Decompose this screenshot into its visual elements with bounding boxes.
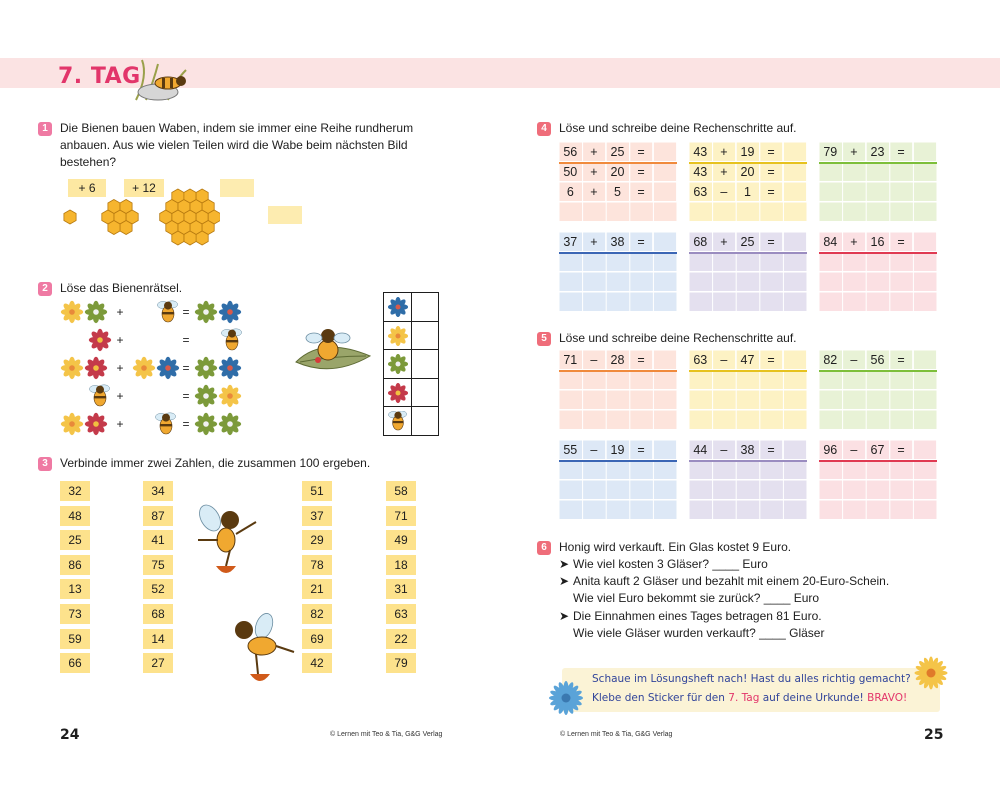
calc-cell: 38 — [736, 440, 760, 460]
calc-cell: 20 — [606, 162, 630, 182]
calc-block — [689, 440, 807, 519]
calc-cell: + — [713, 232, 737, 252]
yellow-flower-icon — [133, 357, 155, 379]
red-flower-icon — [85, 413, 107, 435]
answer-cell[interactable] — [653, 142, 677, 162]
task6-q3b-text: Wie viele Gläser wurden verkauft? ____ Gläser — [573, 626, 825, 640]
answer-cell[interactable] — [653, 232, 677, 252]
answer-cell[interactable] — [913, 232, 937, 252]
green-flower-icon — [195, 385, 217, 407]
calc-row — [819, 142, 937, 162]
calc-cell: + — [713, 162, 737, 182]
calc-row — [689, 182, 807, 202]
number-cell[interactable]: 63 — [386, 604, 416, 624]
calc-underline — [819, 460, 937, 462]
calc-block — [819, 142, 937, 221]
calc-cell: 5 — [606, 182, 630, 202]
task6-question2b — [573, 590, 819, 607]
calc-cell: 68 — [689, 232, 713, 252]
calc-underline — [819, 370, 937, 372]
calc-cell: 1 — [736, 182, 760, 202]
task1-line1: Die Bienen bauen Waben, indem sie immer eine Reihe rundherum — [60, 121, 414, 135]
answer-cell[interactable] — [653, 182, 677, 202]
number-cell[interactable]: 18 — [386, 555, 416, 575]
task6-q1-text: Wie viel kosten 3 Gläser? ____ Euro — [573, 557, 768, 571]
calc-row — [559, 182, 677, 202]
calc-cell: – — [713, 182, 737, 202]
number-cell[interactable]: 69 — [302, 629, 332, 649]
calc-cell: = — [760, 232, 784, 252]
number-cell[interactable]: 34 — [143, 481, 173, 501]
calc-cell: 47 — [736, 350, 760, 370]
calc-cell: + — [843, 232, 867, 252]
calc-cell: = — [760, 162, 784, 182]
calc-block — [689, 142, 807, 221]
hint-day: 7. Tag — [728, 692, 760, 704]
number-cell[interactable]: 42 — [302, 653, 332, 673]
green-flower-icon — [219, 413, 241, 435]
calc-cell: = — [630, 440, 654, 460]
calc-cell: 28 — [606, 350, 630, 370]
answer-cell[interactable] — [653, 162, 677, 182]
calc-underline — [559, 460, 677, 462]
calc-row — [559, 232, 677, 252]
calc-underline — [689, 370, 807, 372]
calc-block — [559, 232, 677, 311]
task6-question1 — [559, 556, 768, 573]
calc-row — [819, 440, 937, 460]
task6-question3b — [573, 625, 824, 642]
calc-row — [559, 162, 677, 182]
number-cell[interactable]: 41 — [143, 530, 173, 550]
task3-text: Verbinde immer zwei Zahlen, die zusammen 100 ergeben. — [60, 456, 371, 470]
number-cell[interactable]: 48 — [60, 506, 90, 526]
number-cell[interactable]: 32 — [60, 481, 90, 501]
number-cell[interactable]: 73 — [60, 604, 90, 624]
hint-line1: Schaue im Lösungsheft nach! Hast du alles richtig gemacht? — [592, 673, 911, 685]
calc-cell: = — [630, 232, 654, 252]
calc-cell: 56 — [866, 350, 890, 370]
plus-sign: + — [116, 361, 124, 375]
task6-q2b-text: Wie viel Euro bekommt sie zurück? ____ Euro — [573, 591, 820, 605]
number-cell[interactable]: 29 — [302, 530, 332, 550]
answer-cell[interactable] — [783, 182, 807, 202]
number-cell[interactable]: 66 — [60, 653, 90, 673]
honeycomb-cell — [184, 231, 196, 245]
calc-row — [689, 162, 807, 182]
green-flower-icon — [195, 413, 217, 435]
number-cell[interactable]: 86 — [60, 555, 90, 575]
number-cell[interactable]: 14 — [143, 629, 173, 649]
task2-badge: 2 — [38, 282, 52, 296]
flying-bee-illustration-2 — [222, 612, 298, 692]
number-cell[interactable]: 79 — [386, 653, 416, 673]
blue-flower-icon — [548, 680, 584, 716]
green-flower-icon — [85, 301, 107, 323]
calc-cell: 6 — [559, 182, 583, 202]
calc-cell: 25 — [736, 232, 760, 252]
bee-on-leaf-illustration — [292, 322, 372, 378]
honeycomb-cell — [64, 210, 76, 224]
blue-flower-icon — [388, 297, 408, 317]
calc-cell: 67 — [866, 440, 890, 460]
calc-cell: 84 — [819, 232, 843, 252]
answer-cell[interactable] — [412, 350, 438, 378]
calc-cell: 71 — [559, 350, 583, 370]
yellow-flower-icon — [61, 301, 83, 323]
calc-cell: = — [890, 232, 914, 252]
calc-underline — [689, 252, 807, 254]
calc-cell: = — [630, 142, 654, 162]
calc-cell: 16 — [866, 232, 890, 252]
calc-cell: = — [760, 182, 784, 202]
plus-twelve-label: + 12 — [132, 181, 156, 195]
calc-cell: = — [630, 350, 654, 370]
answer-cell[interactable] — [412, 407, 438, 435]
red-flower-icon — [89, 329, 111, 351]
calc-underline — [559, 162, 677, 164]
number-cell[interactable]: 27 — [143, 653, 173, 673]
calc-cell: – — [583, 350, 607, 370]
green-flower-icon — [195, 357, 217, 379]
yellow-flower-icon — [61, 413, 83, 435]
calc-cell: 37 — [559, 232, 583, 252]
green-flower-icon — [388, 354, 408, 374]
calc-cell: 44 — [689, 440, 713, 460]
answer-cell[interactable] — [412, 379, 438, 407]
calc-cell: + — [583, 142, 607, 162]
bee-puzzle-equations — [60, 298, 260, 440]
calc-cell: + — [843, 142, 867, 162]
calc-cell: = — [890, 350, 914, 370]
right-copyright: © Lernen mit Teo & Tia, G&G Verlag — [560, 731, 673, 738]
calc-cell: = — [630, 162, 654, 182]
calc-row — [689, 440, 807, 460]
task6-q3a-text: Die Einnahmen eines Tages betragen 81 Euro. — [573, 609, 822, 623]
answer-cell[interactable] — [783, 162, 807, 182]
calc-block — [819, 232, 937, 311]
calc-underline — [819, 252, 937, 254]
calc-cell: 79 — [819, 142, 843, 162]
task4-badge: 4 — [537, 122, 551, 136]
honeycomb-cell — [166, 200, 178, 214]
calc-cell: = — [890, 142, 914, 162]
calc-cell: – — [843, 350, 867, 370]
task6-badge: 6 — [537, 541, 551, 555]
calc-cell: – — [713, 440, 737, 460]
number-cell[interactable]: 31 — [386, 579, 416, 599]
hint-line2-mid: auf deine Urkunde! — [759, 692, 868, 704]
calc-cell: + — [583, 182, 607, 202]
yellow-flower-icon — [61, 357, 83, 379]
equals-sign: = — [182, 305, 190, 319]
calc-row — [559, 440, 677, 460]
answer-cell[interactable] — [913, 440, 937, 460]
number-cell[interactable]: 78 — [302, 555, 332, 575]
task6-question3 — [559, 608, 822, 625]
calc-cell: 19 — [606, 440, 630, 460]
bee-icon — [155, 413, 175, 434]
task5-text: Löse und schreibe deine Rechenschritte auf. — [559, 331, 797, 345]
calc-cell: + — [583, 162, 607, 182]
calc-block — [559, 440, 677, 519]
yellow-flower-icon — [914, 656, 948, 690]
number-cell[interactable]: 37 — [302, 506, 332, 526]
left-page-number: 24 — [60, 727, 80, 743]
number-cell[interactable]: 71 — [386, 506, 416, 526]
number-cell[interactable]: 59 — [60, 629, 90, 649]
honeycomb-cell — [196, 231, 208, 245]
number-cell[interactable]: 87 — [143, 506, 173, 526]
calc-cell: = — [760, 440, 784, 460]
hint-line2 — [592, 692, 907, 704]
answer-cell[interactable] — [783, 440, 807, 460]
sleeping-bee-illustration — [128, 56, 200, 106]
calc-cell: = — [890, 440, 914, 460]
equals-sign: = — [182, 361, 190, 375]
left-copyright: © Lernen mit Teo & Tia, G&G Verlag — [330, 731, 443, 738]
calc-row — [689, 142, 807, 162]
bee-icon — [157, 301, 177, 322]
calc-cell: 38 — [606, 232, 630, 252]
task3-badge: 3 — [38, 457, 52, 471]
equals-sign: = — [182, 389, 190, 403]
day-title: 7. TAG — [58, 64, 141, 89]
puzzle-row — [384, 322, 438, 351]
red-flower-icon — [85, 357, 107, 379]
yellow-flower-icon — [388, 326, 408, 346]
number-cell[interactable]: 13 — [60, 579, 90, 599]
calc-underline — [689, 460, 807, 462]
calc-cell: 23 — [866, 142, 890, 162]
arrow-icon: ➤ — [559, 574, 570, 588]
task6-q2a-text: Anita kauft 2 Gläser und bezahlt mit einem 20-Euro-Schein. — [573, 574, 890, 588]
hint-bravo: BRAVO! — [867, 692, 908, 704]
calc-block — [559, 142, 677, 221]
calc-row — [689, 232, 807, 252]
hint-line2-pre: Klebe den Sticker für den — [592, 692, 729, 704]
calc-cell: 82 — [819, 350, 843, 370]
answer-cell[interactable] — [412, 322, 438, 350]
calc-cell: 25 — [606, 142, 630, 162]
answer-cell[interactable] — [653, 440, 677, 460]
bee-icon — [388, 411, 408, 431]
puzzle-row — [384, 293, 438, 322]
equals-sign: = — [182, 333, 190, 347]
puzzle-row — [384, 407, 438, 436]
plus-sign: + — [116, 305, 124, 319]
calc-cell: + — [713, 142, 737, 162]
task5-badge: 5 — [537, 332, 551, 346]
number-cell[interactable]: 75 — [143, 555, 173, 575]
task4-text: Löse und schreibe deine Rechenschritte auf. — [559, 121, 797, 135]
number-cell[interactable]: 58 — [386, 481, 416, 501]
honeycomb-figures — [60, 180, 220, 250]
plus-six-label: + 6 — [78, 181, 96, 195]
calc-underline — [559, 370, 677, 372]
answer-cell[interactable] — [783, 350, 807, 370]
answer-cell[interactable] — [412, 293, 438, 321]
calc-cell: = — [760, 350, 784, 370]
calc-cell: – — [713, 350, 737, 370]
calc-row — [559, 350, 677, 370]
flying-bee-illustration — [190, 500, 260, 582]
number-cell[interactable]: 49 — [386, 530, 416, 550]
answer-cell[interactable] — [653, 350, 677, 370]
number-cell[interactable]: 21 — [302, 579, 332, 599]
calc-cell: 50 — [559, 162, 583, 182]
answer-cell[interactable] — [783, 232, 807, 252]
arrow-icon: ➤ — [559, 609, 570, 623]
calc-cell: + — [583, 232, 607, 252]
plus-sign: + — [116, 333, 124, 347]
answer-cell[interactable] — [913, 142, 937, 162]
plus-sign: + — [116, 417, 124, 431]
honeycomb-cell — [184, 189, 196, 203]
right-page-number: 25 — [924, 727, 944, 743]
bee-icon — [221, 329, 241, 350]
arrow-icon: ➤ — [559, 557, 570, 571]
number-cell[interactable]: 25 — [60, 530, 90, 550]
calc-cell: 63 — [689, 350, 713, 370]
calc-block — [689, 350, 807, 429]
number-cell[interactable]: 68 — [143, 604, 173, 624]
calc-block — [819, 350, 937, 429]
number-cell[interactable]: 51 — [302, 481, 332, 501]
calc-cell: – — [583, 440, 607, 460]
puzzle-answer-grid — [383, 292, 439, 436]
calc-block — [559, 350, 677, 429]
blue-flower-icon — [157, 357, 179, 379]
calc-cell: 96 — [819, 440, 843, 460]
calc-block — [689, 232, 807, 311]
yellow-flower-icon — [219, 385, 241, 407]
green-flower-icon — [195, 301, 217, 323]
calc-cell: = — [630, 182, 654, 202]
honeycomb-cell — [102, 210, 114, 224]
answer-cell[interactable] — [783, 142, 807, 162]
bee-icon — [89, 385, 109, 406]
puzzle-row — [384, 379, 438, 408]
answer-box-bottom[interactable] — [268, 206, 302, 224]
calc-block — [819, 440, 937, 519]
task2-text: Löse das Bienenrätsel. — [60, 281, 183, 295]
calc-row — [559, 142, 677, 162]
answer-box-top[interactable] — [220, 179, 254, 197]
calc-row — [689, 350, 807, 370]
calc-cell: – — [843, 440, 867, 460]
calc-cell: 63 — [689, 182, 713, 202]
calc-underline — [689, 162, 807, 164]
blue-flower-icon — [219, 301, 241, 323]
task1-line3: bestehen? — [60, 155, 117, 169]
calc-cell: 56 — [559, 142, 583, 162]
calc-cell: 43 — [689, 162, 713, 182]
honeycomb-cell — [120, 221, 132, 235]
calc-cell: 55 — [559, 440, 583, 460]
puzzle-row — [384, 350, 438, 379]
calc-underline — [559, 252, 677, 254]
task1-line2: anbauen. Aus wie vielen Teilen wird die Wabe beim nächsten Bild — [60, 138, 408, 152]
red-flower-icon — [388, 383, 408, 403]
task6-question2 — [559, 573, 889, 590]
number-cell[interactable]: 52 — [143, 579, 173, 599]
plus-sign: + — [116, 389, 124, 403]
number-cell[interactable]: 82 — [302, 604, 332, 624]
task1-badge: 1 — [38, 122, 52, 136]
calc-row — [819, 232, 937, 252]
calc-cell: 43 — [689, 142, 713, 162]
blue-flower-icon — [219, 357, 241, 379]
equals-sign: = — [182, 417, 190, 431]
number-cell[interactable]: 22 — [386, 629, 416, 649]
calc-cell: 19 — [736, 142, 760, 162]
task6-intro: Honig wird verkauft. Ein Glas kostet 9 Euro. — [559, 540, 792, 554]
calc-row — [819, 350, 937, 370]
answer-cell[interactable] — [913, 350, 937, 370]
calc-cell: 20 — [736, 162, 760, 182]
calc-cell: = — [760, 142, 784, 162]
calc-underline — [819, 162, 937, 164]
